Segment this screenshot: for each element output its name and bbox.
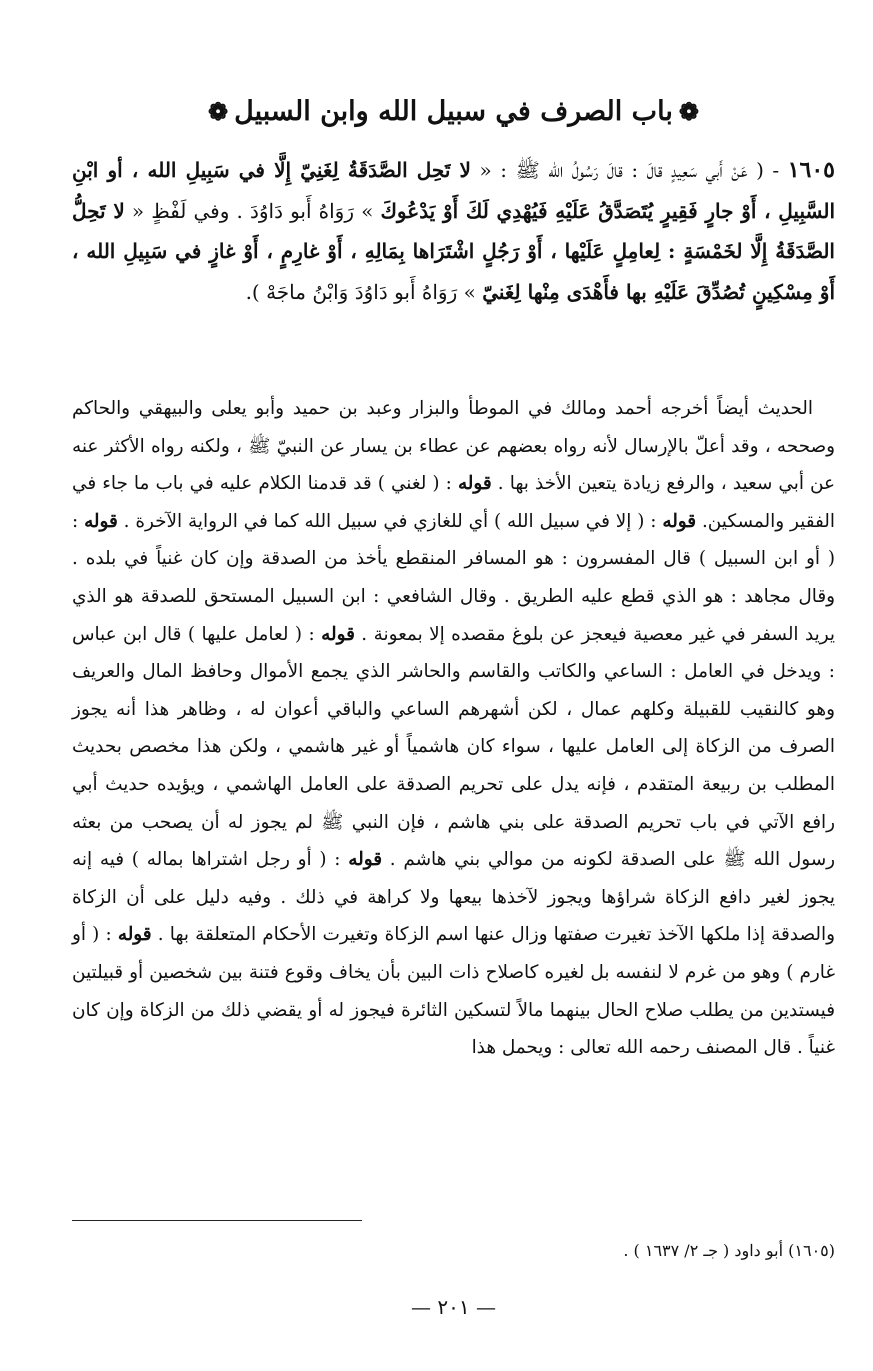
book-page xyxy=(72,0,835,1371)
commentary-block xyxy=(72,390,835,1067)
chapter-title xyxy=(72,92,835,132)
hadith-text-first: لا تَحِل الصَّدَقَةُ لِغَنِيّ إِلَّا في سَبِيلِ الله ، أو ابْنِ السَّبِيلِ ، أَوْ جارٍ فَقِيرٍ يُتَصَدَّقُ عَلَيْهِ فَيُهْدِي لَكَ أَوْ يَدْعُوكَ xyxy=(72,158,835,223)
hadith-number: ١٦٠٥ xyxy=(787,157,835,183)
ornament-right-icon: ❁ xyxy=(678,97,699,126)
commentary-text: الحديث أيضاً أخرجه أحمد ومالك في الموطأ والبزار وعبد بن حميد وأبو يعلى والبيهقي والحاكم وصححه ، وقد أعلّ بالإرسال لأنه رواه بعضهم عن عطاء بن يسار عن النبيّ ﷺ ، ولكنه رواه الأكثر عنه عن أبي سعيد ، والرفع زيادة يتعين الأخذ بها . xyxy=(72,398,835,495)
keyword-qawluhu: قوله xyxy=(348,849,383,871)
page-number: — ٢٠١ — xyxy=(411,1295,496,1319)
commentary-paragraph xyxy=(72,390,835,1067)
hadith-intro: - ( عَنْ أَبي سَعِيدٍ قالَ : قالَ رَسُولُ الله ﷺ : « xyxy=(470,158,788,182)
footnote-divider xyxy=(72,1220,362,1221)
keyword-qawluhu: قوله xyxy=(117,924,152,946)
keyword-qawluhu: قوله xyxy=(662,510,697,532)
commentary-text: : ( أو غارم ) وهو من غرم لا لنفسه بل لغيره كاصلاح ذات البين بأن يخاف وقوع فتنة بين شخصين أو قبيلتين فيستدين من يطلب صلاح الحال بينهما مالاً لتسكين الثائرة فيجوز له أو يقضي ذلك من الزكاة وإن كان غنياً . قال المصنف رحمه الله تعالى : ويحمل هذا xyxy=(72,924,835,1059)
commentary-text: : ( أو ابن السبيل ) قال المفسرون : هو المسافر المنقطع يأخذ من الصدقة وإن كان غنياً في بلده . وقال مجاهد : هو الذي قطع عليه الطريق . وقال الشافعي : ابن السبيل المستحق للصدقة هو الذي يريد السفر في غير معصية فيعجز عن بلوغ مقصده إلا بمعونة . xyxy=(72,510,835,645)
chapter-title-text: باب الصرف في سبيل الله وابن السبيل xyxy=(234,96,673,127)
hadith-block xyxy=(72,150,835,312)
hadith-source: » رَوَاهُ أَبو دَاوُدَ وَابْنُ ماجَهْ ). xyxy=(245,279,483,304)
commentary-text: : ( لغني ) قد قدمنا الكلام عليه في باب ما جاء في الفقير والمسكين. xyxy=(72,473,836,532)
hadith-narration-note: » رَوَاهُ أَبو دَاوُدَ . وفي لَفْظٍ « xyxy=(124,198,381,223)
commentary-text: : ( لعامل عليها ) قال ابن عباس : ويدخل في العامل : الساعي والكاتب والقاسم والحاشر الذي يجمع الأموال وحافظ المال والعريف وهو كالنقيب للقبيلة وكلهم عمال ، لكن أشهرهم الساعي والباقي أعوان له ، وظاهر هذا أنه يجوز الصرف من الزكاة إلى العامل عليها ، سواء كان هاشمياً أو غير هاشمي ، ولكن هذا مخصص بحديث المطلب بن ربيعة المتقدم ، فإنه يدل على تحريم الصدقة على العامل الهاشمي ، ويؤيده حديث أبي رافع الآتي في باب تحريم الصدقة على بني هاشم ، فإن النبي ﷺ لم يجوز له أن يصحب من بعثه رسول الله ﷺ على الصدقة لكونه من موالي بني هاشم . xyxy=(72,623,835,871)
commentary-text: : ( أو رجل اشتراها بماله ) فيه إنه يجوز لغير دافع الزكاة شراؤها ويجوز لآخذها بيعها ولا كراهة في ذلك . وفيه دليل على أن الزكاة والصدقة إذا ملكها الآخذ تغيرت صفتها وزال عنها اسم الزكاة وتغيرت الأحكام المتعلقة بها . xyxy=(72,849,835,946)
ornament-left-icon: ❁ xyxy=(208,97,229,126)
keyword-qawluhu: قوله xyxy=(457,473,492,495)
hadith-text-second: لا تَحِلُّ الصَّدَقَةُ إِلَّا لخَمْسَةٍ : لِعامِلٍ عَلَيْها ، أَوْ رَجُلٍ اشْتَرَاها بِمَالِهِ ، أَوْ غارِمٍ ، أَوْ غازٍ في سَبِيلِ الله ، أَوْ مِسْكِينٍ تُصُدِّقَ عَلَيْهِ بها فأَهْدَى مِنْها لِغَنيّ xyxy=(72,198,835,304)
footnote: (١٦٠٥) أبو داود ( جـ ٢/ ١٦٣٧ ) . xyxy=(623,1241,835,1260)
keyword-qawluhu: قوله xyxy=(84,510,118,532)
keyword-qawluhu: قوله xyxy=(321,623,355,645)
commentary-text: : ( إلا في سبيل الله ) أي للغازي في سبيل الله كما في الرواية الآخرة . xyxy=(117,510,663,532)
